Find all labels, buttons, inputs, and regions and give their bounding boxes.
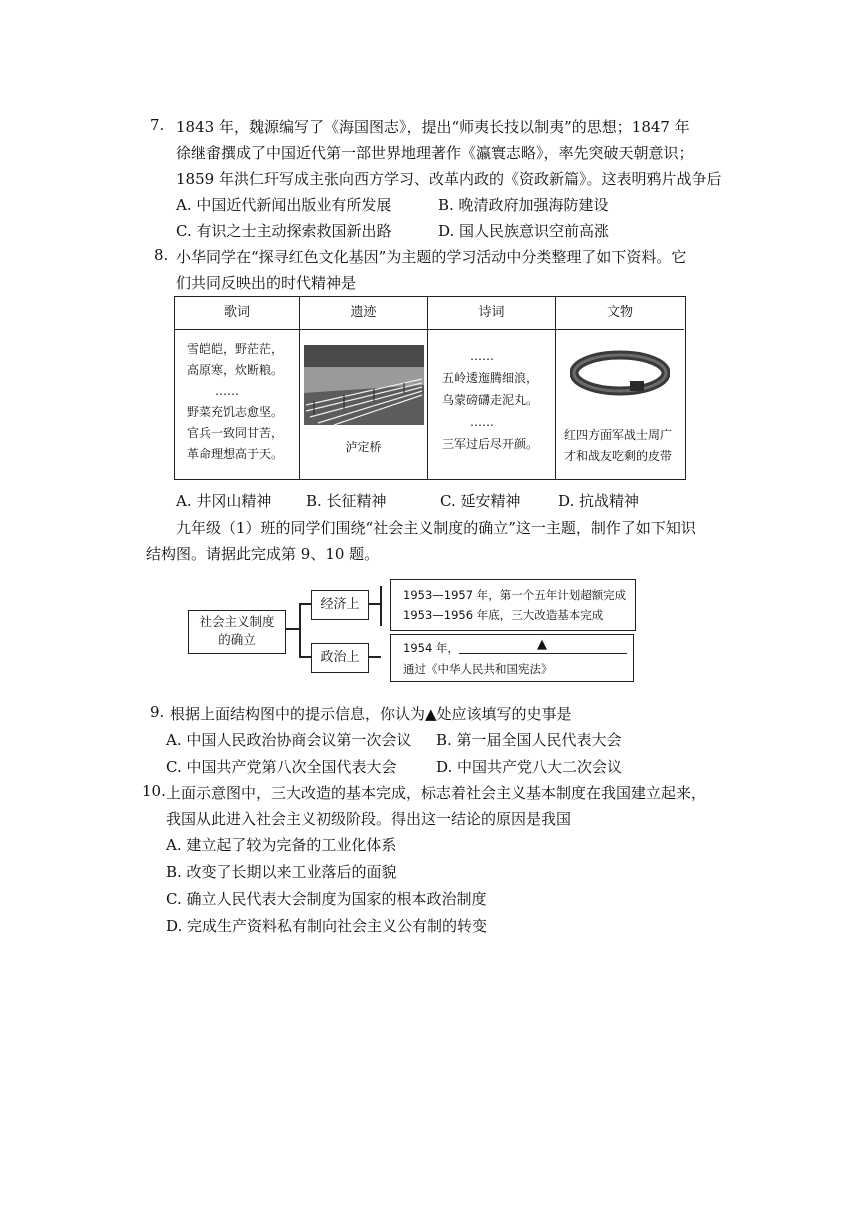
intro-line-1: 九年级（1）班的同学们围绕“社会主义制度的确立”这一主题，制作了如下知识 [176,519,696,537]
q7-option-c: C. 有识之士主动探索救国新出路 [176,222,392,240]
economic-items-box [390,579,636,631]
lyrics-line: 雪皑皑，野茫茫， [187,342,284,356]
economic-item: 1953—1957 年，第一个五年计划超额完成 [403,588,627,602]
q10-number: 10. [142,782,166,800]
q8-material-table [174,296,686,480]
q7-stem-line-1: 1843 年，魏源编写了《海国图志》，提出“师夷长技以制夷”的思想；1847 年 [176,118,690,136]
q7-stem-line-2: 徐继畬撰成了中国近代第一部世界地理著作《瀛寰志略》，率先突破天朝意识； [176,144,694,162]
economic-item: 1953—1956 年底，三大改造基本完成 [403,608,604,622]
q9-option-d: D. 中国共产党八大二次会议 [436,758,623,776]
q10-option-d: D. 完成生产资料私有制向社会主义公有制的转变 [166,917,488,935]
table-cell-poem [428,331,555,479]
q10-option-a: A. 建立起了较为完备的工业化体系 [166,836,397,854]
lyrics-line: 野菜充饥志愈坚。 [187,405,284,419]
q9-option-c: C. 中国共产党第八次全国代表大会 [166,758,397,776]
q8-option-c: C. 延安精神 [440,492,521,510]
site-caption: 泸定桥 [345,440,382,454]
q10-stem-line-1: 上面示意图中，三大改造的基本完成，标志着社会主义基本制度在我国建立起来， [166,784,707,802]
poem-line: 三军过后尽开颜。 [442,437,539,451]
table-column-relic [556,297,684,479]
q8-number: 8. [154,246,169,264]
diagram-root-box [188,610,286,654]
q8-option-a: A. 井冈山精神 [176,492,272,510]
q10-option-c: C. 确立人民代表大会制度为国家的根本政治制度 [166,890,487,908]
q8-stem-line-2: 们共同反映出的时代精神是 [176,274,357,292]
connector [286,628,300,630]
connector [380,586,382,626]
q8-option-b: B. 长征精神 [306,492,387,510]
connector [299,656,311,658]
relic-caption-line: 红四方面军战士周广 [564,428,673,442]
root-line: 社会主义制度 [199,614,275,629]
root-line: 的确立 [218,632,256,647]
relic-caption [564,425,672,467]
table-header-site: 遗迹 [300,297,427,330]
q7-option-a: A. 中国近代新闻出版业有所发展 [176,196,392,214]
q9-number: 9. [150,703,165,721]
q9-option-b: B. 第一届全国人民代表大会 [436,731,622,749]
political-items-box [390,634,634,682]
luding-bridge-photo [304,345,424,425]
lyrics-line: 官兵一致同甘苦， [187,426,284,440]
political-item: 通过《中华人民共和国宪法》 [403,662,553,676]
lyrics-line: …… [215,384,239,398]
table-header-poem: 诗词 [428,297,555,330]
q7-option-b: B. 晚清政府加强海防建设 [438,196,609,214]
q8-stem-line-1: 小华同学在“探寻红色文化基因”为主题的学习活动中分类整理了如下资料。它 [176,248,687,266]
q8-option-d: D. 抗战精神 [558,492,640,510]
table-cell-relic [556,331,684,479]
connector [299,603,311,605]
table-header-lyrics: 歌词 [175,297,299,330]
q7-stem-line-3: 1859 年洪仁玕写成主张向西方学习、改革内政的《资政新篇》。这表明鸦片战争后 [176,170,722,188]
q7-option-d: D. 国人民族意识空前高涨 [438,222,610,240]
poem-line: 五岭逶迤腾细浪， [442,371,539,385]
q9-option-a: A. 中国人民政治协商会议第一次会议 [166,731,412,749]
poem-line: …… [470,415,494,429]
intro-line-2: 结构图。请据此完成第 9、10 题。 [146,545,380,563]
economic-label-box: 经济上 [311,590,369,620]
poem-line: 乌蒙磅礴走泥丸。 [442,393,539,407]
relic-caption-line: 才和战友吃剩的皮带 [564,449,673,463]
political-label-box: 政治上 [311,643,369,673]
table-column-site [300,297,428,479]
table-cell-lyrics [175,331,299,479]
table-cell-site [300,331,427,479]
connector [299,603,301,657]
lyrics-line: 革命理想高于天。 [187,447,284,461]
triangle-marker: ▲ [537,637,547,652]
poem-line: …… [470,349,494,363]
leather-belt-photo [570,345,670,405]
table-column-poem [428,297,556,479]
lyrics-line: 高原寒，炊断粮。 [187,363,284,377]
blank-underline [459,653,627,654]
q10-option-b: B. 改变了长期以来工业落后的面貌 [166,863,397,881]
q7-number: 7. [150,116,165,134]
q9-stem: 根据上面结构图中的提示信息，你认为▲处应该填写的史事是 [170,705,572,723]
connector [369,656,381,658]
political-year: 1954 年， [403,641,459,655]
q10-stem-line-2: 我国从此进入社会主义初级阶段。得出这一结论的原因是我国 [166,810,572,828]
table-header-relic: 文物 [556,297,684,330]
table-column-lyrics [175,297,300,479]
